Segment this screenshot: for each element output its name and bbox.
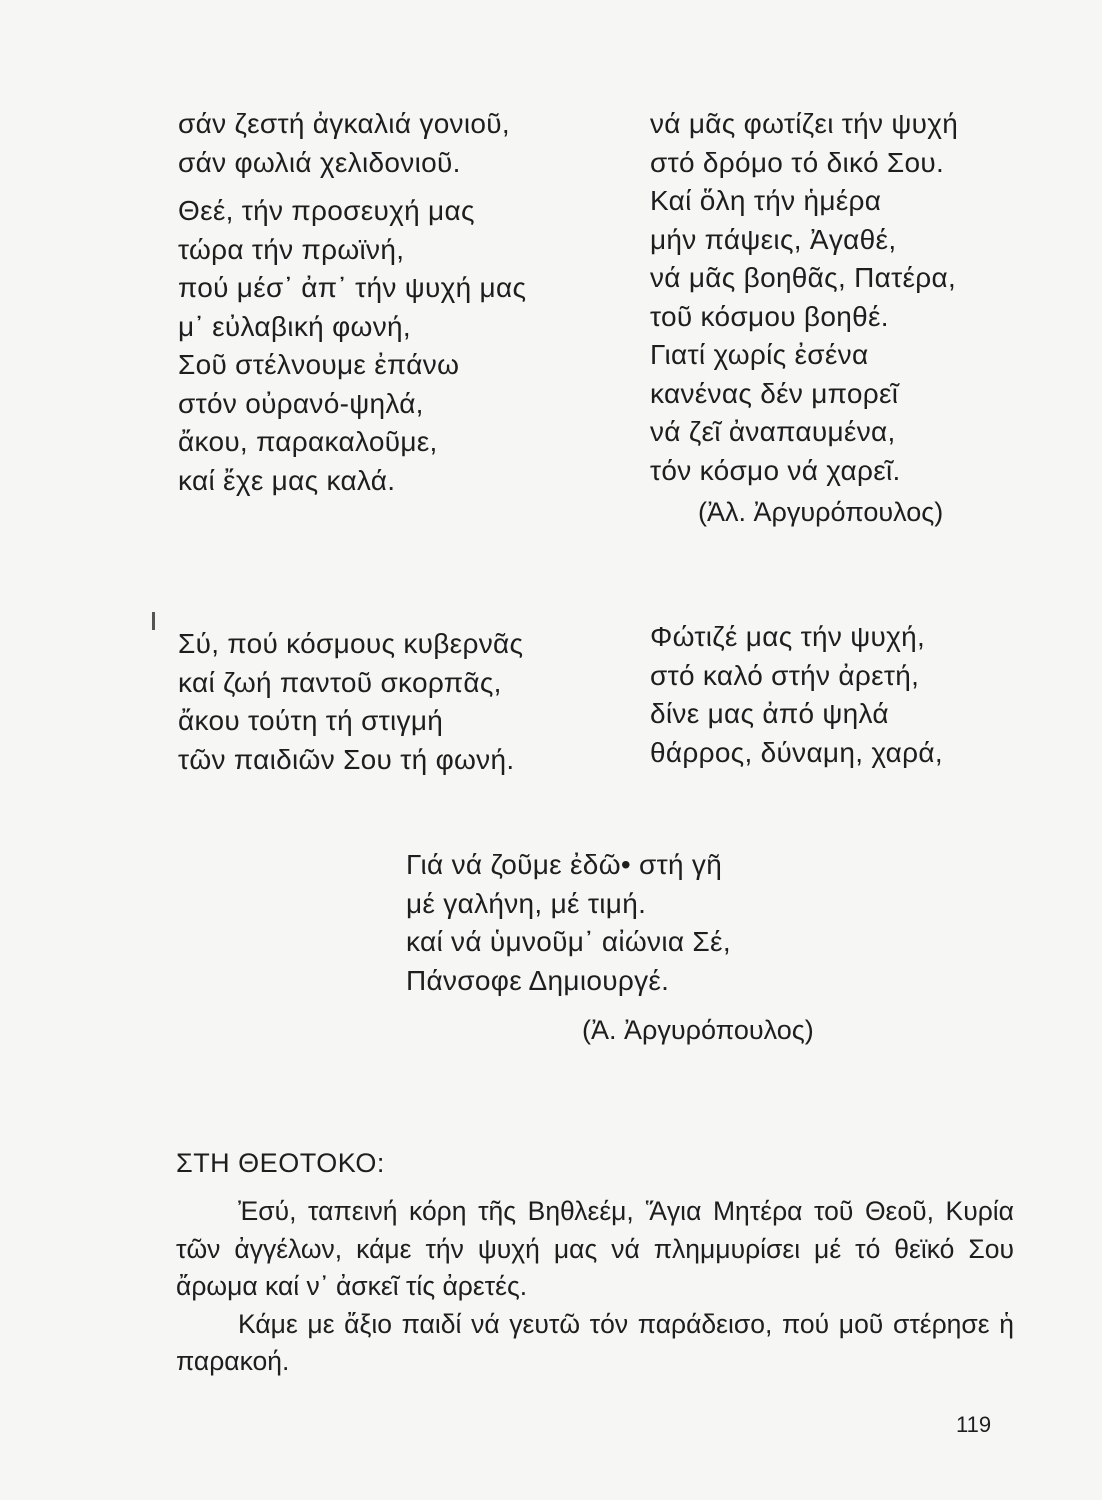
poem2-attribution: (Ἀ. Ἀργυρόπουλος) — [582, 1015, 814, 1045]
poem-line: δίνε μας ἀπό ψηλά — [650, 698, 889, 729]
poem1-right-column — [650, 105, 958, 490]
poem1-left-column — [178, 105, 526, 500]
poem-line: σάν ζεστή ἀγκαλιά γονιοῦ, — [178, 108, 510, 139]
poem-line: καί νά ὑμνοῦμ᾽ αἰώνια Σέ, — [406, 926, 731, 957]
margin-mark — [152, 612, 155, 630]
poem2-closing-stanza — [406, 846, 731, 1000]
poem-line: ἄκου τούτη τή στιγμή — [178, 705, 444, 736]
poem-line: στό δρόμο τό δικό Σου. — [650, 146, 945, 178]
poem-line: τοῦ κόσμου βοηθέ. — [650, 300, 889, 332]
poem-line: Πάνσοφε Δημιουργέ. — [406, 964, 670, 996]
poem-line: Γιά νά ζοῦμε ἐδῶ• στή γῆ — [406, 849, 723, 880]
page-number: 119 — [956, 1412, 992, 1437]
poem-line: κανένας δέν μπορεῖ — [650, 377, 899, 409]
poem-line: νά μᾶς φωτίζει τήν ψυχή — [650, 108, 959, 139]
poem2-left-column — [178, 625, 523, 779]
poem-line: σάν φωλιά χελιδονιοῦ. — [178, 146, 461, 178]
poem-line: στόν οὐρανό-ψηλά, — [178, 387, 424, 419]
poem-line: Σύ, πού κόσμους κυβερνᾶς — [178, 628, 524, 659]
poem-line: πού μέσ᾽ ἀπ᾽ τήν ψυχή μας — [178, 272, 527, 303]
poem-line: θάρρος, δύναμη, χαρά, — [650, 736, 943, 768]
poem-line: ἄκου, παρακαλοῦμε, — [178, 426, 438, 457]
poem1-attribution: (Ἀλ. Ἀργυρόπουλος) — [698, 497, 944, 527]
poem2-right-column — [650, 618, 943, 772]
poem-line: νά ζεῖ ἀναπαυμένα, — [650, 416, 896, 447]
poem-line: καί ἔχε μας καλά. — [178, 464, 396, 496]
poem-line: Καί ὅλη τήν ἡμέρα — [650, 185, 882, 216]
poem-line: Γιατί χωρίς ἐσένα — [650, 339, 869, 370]
poem-line: μ᾽ εὐλαβική φωνή, — [178, 310, 411, 342]
paragraph: Ἐσύ, ταπεινή κόρη τῆς Βηθλεέμ, Ἅγια Μητέρα τοῦ Θεοῦ, Κυρία τῶν ἀγγέλων, κάμε τήν ψυχή μας νά πλημμυρίσει μέ τό θεϊκό Σου ἄρωμα καί ν᾽ ἀσκεῖ τίς ἀρετές. — [176, 1196, 1014, 1301]
paragraph: Κάμε με ἄξιο παιδί νά γευτῶ τόν παράδεισο, πού μοῦ στέρησε ἡ παρακοή. — [176, 1308, 1014, 1376]
section-heading: ΣΤΗ ΘΕΟΤΟΚΟ: — [176, 1148, 385, 1178]
poem-line: μέ γαλήνη, μέ τιμή. — [406, 887, 647, 919]
poem-line: τόν κόσμο νά χαρεῖ. — [650, 454, 901, 486]
poem-line: καί ζωή παντοῦ σκορπᾶς, — [178, 666, 502, 698]
poem-line: μήν πάψεις, Ἀγαθέ, — [650, 223, 897, 255]
poem-line: στό καλό στήν ἀρετή, — [650, 659, 920, 691]
poem-line: Φώτιζέ μας τήν ψυχή, — [650, 621, 926, 652]
poem-line: τῶν παιδιῶν Σου τή φωνή. — [178, 743, 515, 775]
poem-line: νά μᾶς βοηθᾶς, Πατέρα, — [650, 262, 957, 293]
prayer-text — [176, 1193, 1014, 1381]
poem-line: Θεέ, τήν προσευχή μας — [178, 195, 475, 226]
poem-line: τώρα τήν πρωϊνή, — [178, 233, 405, 265]
poem-line: Σοῦ στέλνουμε ἐπάνω — [178, 349, 460, 380]
